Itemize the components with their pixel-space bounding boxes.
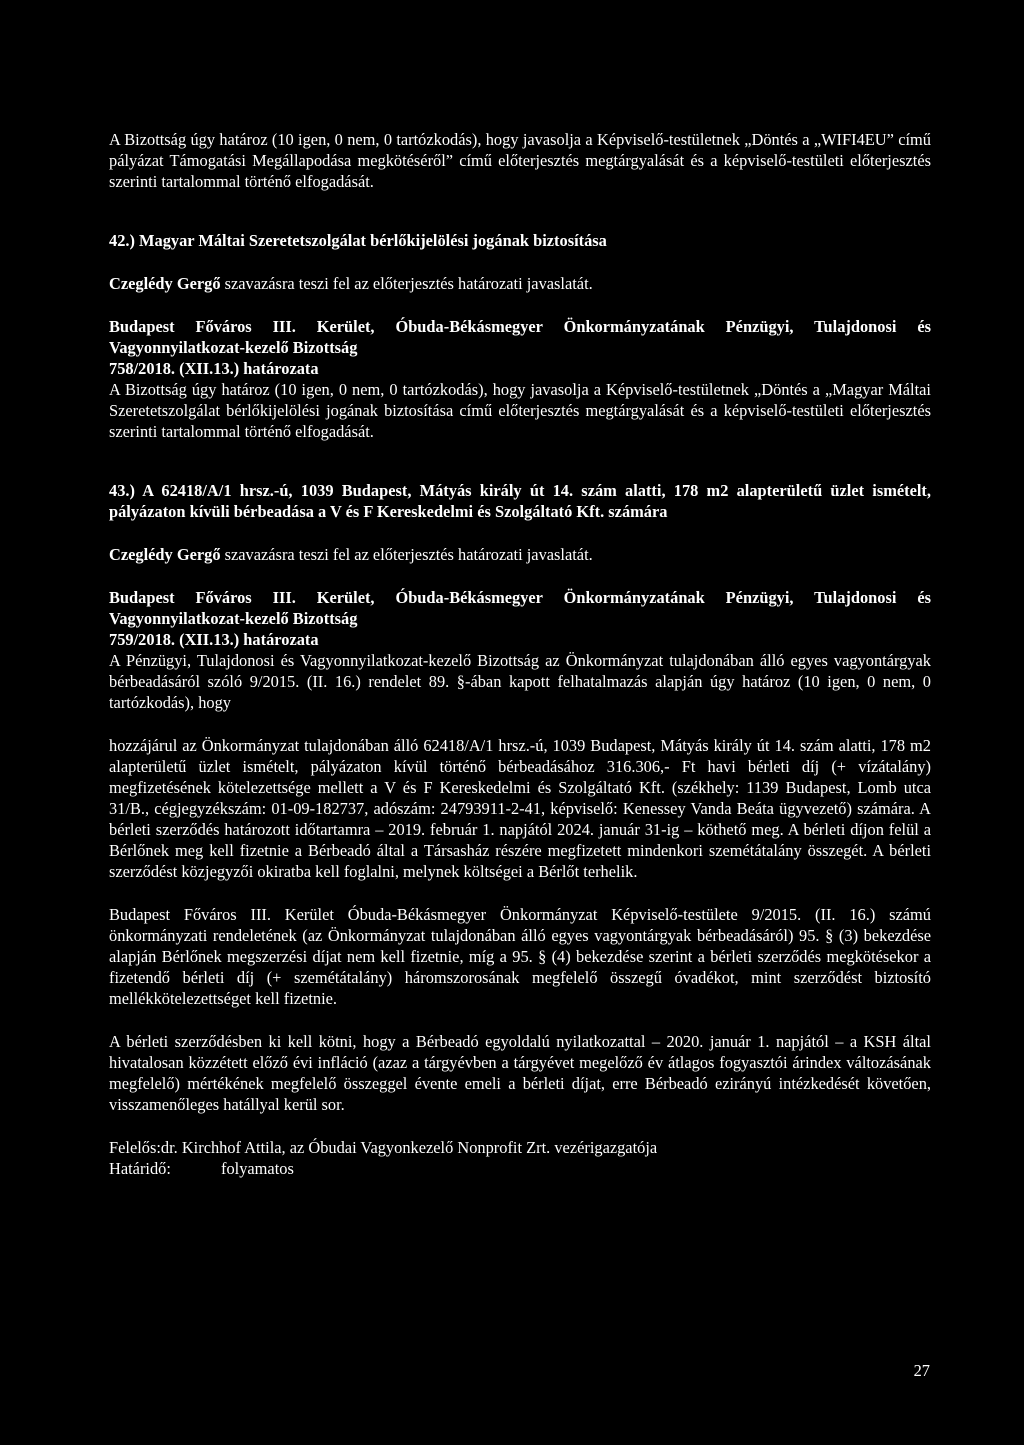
responsible-row: [109, 1137, 931, 1158]
item-43-deposit-paragraph: Budapest Főváros III. Kerület Óbuda-Békásmegyer Önkormányzat Képviselő-testülete 9/2015. (II. 16.) számú önkormányzati rendeletének (az Önkormányzat tulajdonában álló egyes vagyontárgyak bérbeadásáról) 95. § (3) bekezdése alapján Bérlőnek megszerzési díjat nem kell fizetnie, míg a 95. § (4) bekezdése szerint a bérleti szerződés megkötésekor a fizetendő bérleti díj (+ szemétátalány) háromszorosának megfelelő összegű óvadékot, mint szerződést biztosító mellékkötelezettséget kell fizetnie.: [109, 905, 931, 1008]
presenter-text: szavazásra teszi fel az előterjesztés határozati javaslatát.: [220, 545, 593, 564]
spacer: [109, 713, 931, 735]
document-page: [109, 129, 931, 1179]
spacer: [109, 251, 931, 273]
presenter-name: Czeglédy Gergő: [109, 274, 221, 293]
deadline-row: [109, 1158, 931, 1179]
agenda-item-43: [109, 480, 931, 1179]
item-43-heading: 43.) A 62418/A/1 hrsz.-ú, 1039 Budapest, Mátyás király út 14. szám alatti, 178 m2 alapterületű üzlet ismételt, pályázaton kívüli bérbeadása a V és F Kereskedelmi és Szolgáltató Kft. számára: [109, 481, 931, 521]
item-42-resolution-text: A Bizottság úgy határoz (10 igen, 0 nem, 0 tartózkodás), hogy javasolja a Képviselő-testületnek „Döntés a „Magyar Máltai Szeretetszolgálat bérlőkijelölési jogának biztosítása című előterjesztés megtárgyalását és a képviselő-testületi előterjesztés szerinti tartalommal történő elfogadását.: [109, 380, 931, 441]
spacer: [109, 1009, 931, 1031]
spacer: [109, 522, 931, 544]
spacer: [109, 442, 931, 480]
spacer: [109, 294, 931, 316]
agenda-item-42: [109, 230, 931, 442]
spacer: [109, 882, 931, 904]
item-42-committee: Budapest Főváros III. Kerület, Óbuda-Békásmegyer Önkormányzatának Pénzügyi, Tulajdonosi és Vagyonnyilatkozat-kezelő Bizottság: [109, 317, 931, 357]
responsible-value: dr. Kirchhof Attila, az Óbudai Vagyonkezelő Nonprofit Zrt. vezérigazgatója: [160, 1138, 658, 1157]
presenter-name: Czeglédy Gergő: [109, 545, 221, 564]
item-43-resolution-intro: A Pénzügyi, Tulajdonosi és Vagyonnyilatkozat-kezelő Bizottság az Önkormányzat tulajdonában álló egyes vagyontárgyak bérbeadásáról szóló 9/2015. (II. 16.) rendelet 89. §-ában kapott felhatalmazás alapján úgy határoz (10 igen, 0 nem, 0 tartózkodás), hogy: [109, 651, 931, 712]
responsible-label: Felelős:: [109, 1138, 161, 1157]
item-43-committee: Budapest Főváros III. Kerület, Óbuda-Békásmegyer Önkormányzatának Pénzügyi, Tulajdonosi és Vagyonnyilatkozat-kezelő Bizottság: [109, 588, 931, 628]
spacer: [109, 192, 931, 230]
item-43-resolution-number: 759/2018. (XII.13.) határozata: [109, 630, 319, 649]
item-43-consent-paragraph: hozzájárul az Önkormányzat tulajdonában álló 62418/A/1 hrsz.-ú, 1039 Budapest, Mátyás király út 14. szám alatti, 178 m2 alapterületű üzlet ismételt, pályázaton kívül történő bérbeadásához 316.306,- Ft havi bérleti díj (+ vízátalány) megfizetésének kötelezettsége mellett a V és F Kereskedelmi és Szolgáltató Kft. (székhely: 1139 Budapest, Lomb utca 31/B., cégjegyzékszám: 01-09-182737, adószám: 24793911-2-41, képviselő: Kenessey Vanda Beáta ügyvezető) számára. A bérleti szerződés határozott időtartamra – 2019. február 1. napjától 2024. január 31-ig – köthető meg. A bérleti díjon felül a Bérlőnek meg kell fizetnie a Bérbeadó által a Társasház részére megfizetett mindenkori szemétátalány összegét. A bérleti szerződést közjegyzői okiratba kell foglalni, melynek költségei a Bérlőt terhelik.: [109, 736, 931, 881]
spacer: [109, 565, 931, 587]
item-42-resolution-number: 758/2018. (XII.13.) határozata: [109, 359, 319, 378]
page-number: 27: [913, 1361, 930, 1380]
item-43-presenter-line: [109, 544, 931, 565]
item-43-indexation-paragraph: A bérleti szerződésben ki kell kötni, hogy a Bérbeadó egyoldalú nyilatkozattal – 2020. január 1. napjától – a KSH által hivatalosan közzétett előző évi infláció (azaz a tárgyévben a tárgyévet megelőző év átlagos fogyasztói árindex változásának megfelelő) mértékének megfelelő összeggel évente emeli a bérleti díjat, erre Bérbeadó ezirányú intézkedését követően, visszamenőleges hatállyal kerül sor.: [109, 1032, 931, 1114]
item-42-heading: 42.) Magyar Máltai Szeretetszolgálat bérlőkijelölési jogának biztosítása: [109, 231, 607, 250]
deadline-label: Határidő:: [109, 1159, 171, 1178]
item-42-presenter-line: [109, 273, 931, 294]
presenter-text: szavazásra teszi fel az előterjesztés határozati javaslatát.: [220, 274, 593, 293]
deadline-value: folyamatos: [221, 1159, 294, 1178]
spacer: [109, 1115, 931, 1137]
intro-paragraph: A Bizottság úgy határoz (10 igen, 0 nem, 0 tartózkodás), hogy javasolja a Képviselő-testületnek „Döntés a „WIFI4EU” című pályázat Támogatási Megállapodása megkötéséről” című előterjesztés megtárgyalását és a képviselő-testületi előterjesztés szerinti tartalommal történő elfogadását.: [109, 130, 931, 191]
